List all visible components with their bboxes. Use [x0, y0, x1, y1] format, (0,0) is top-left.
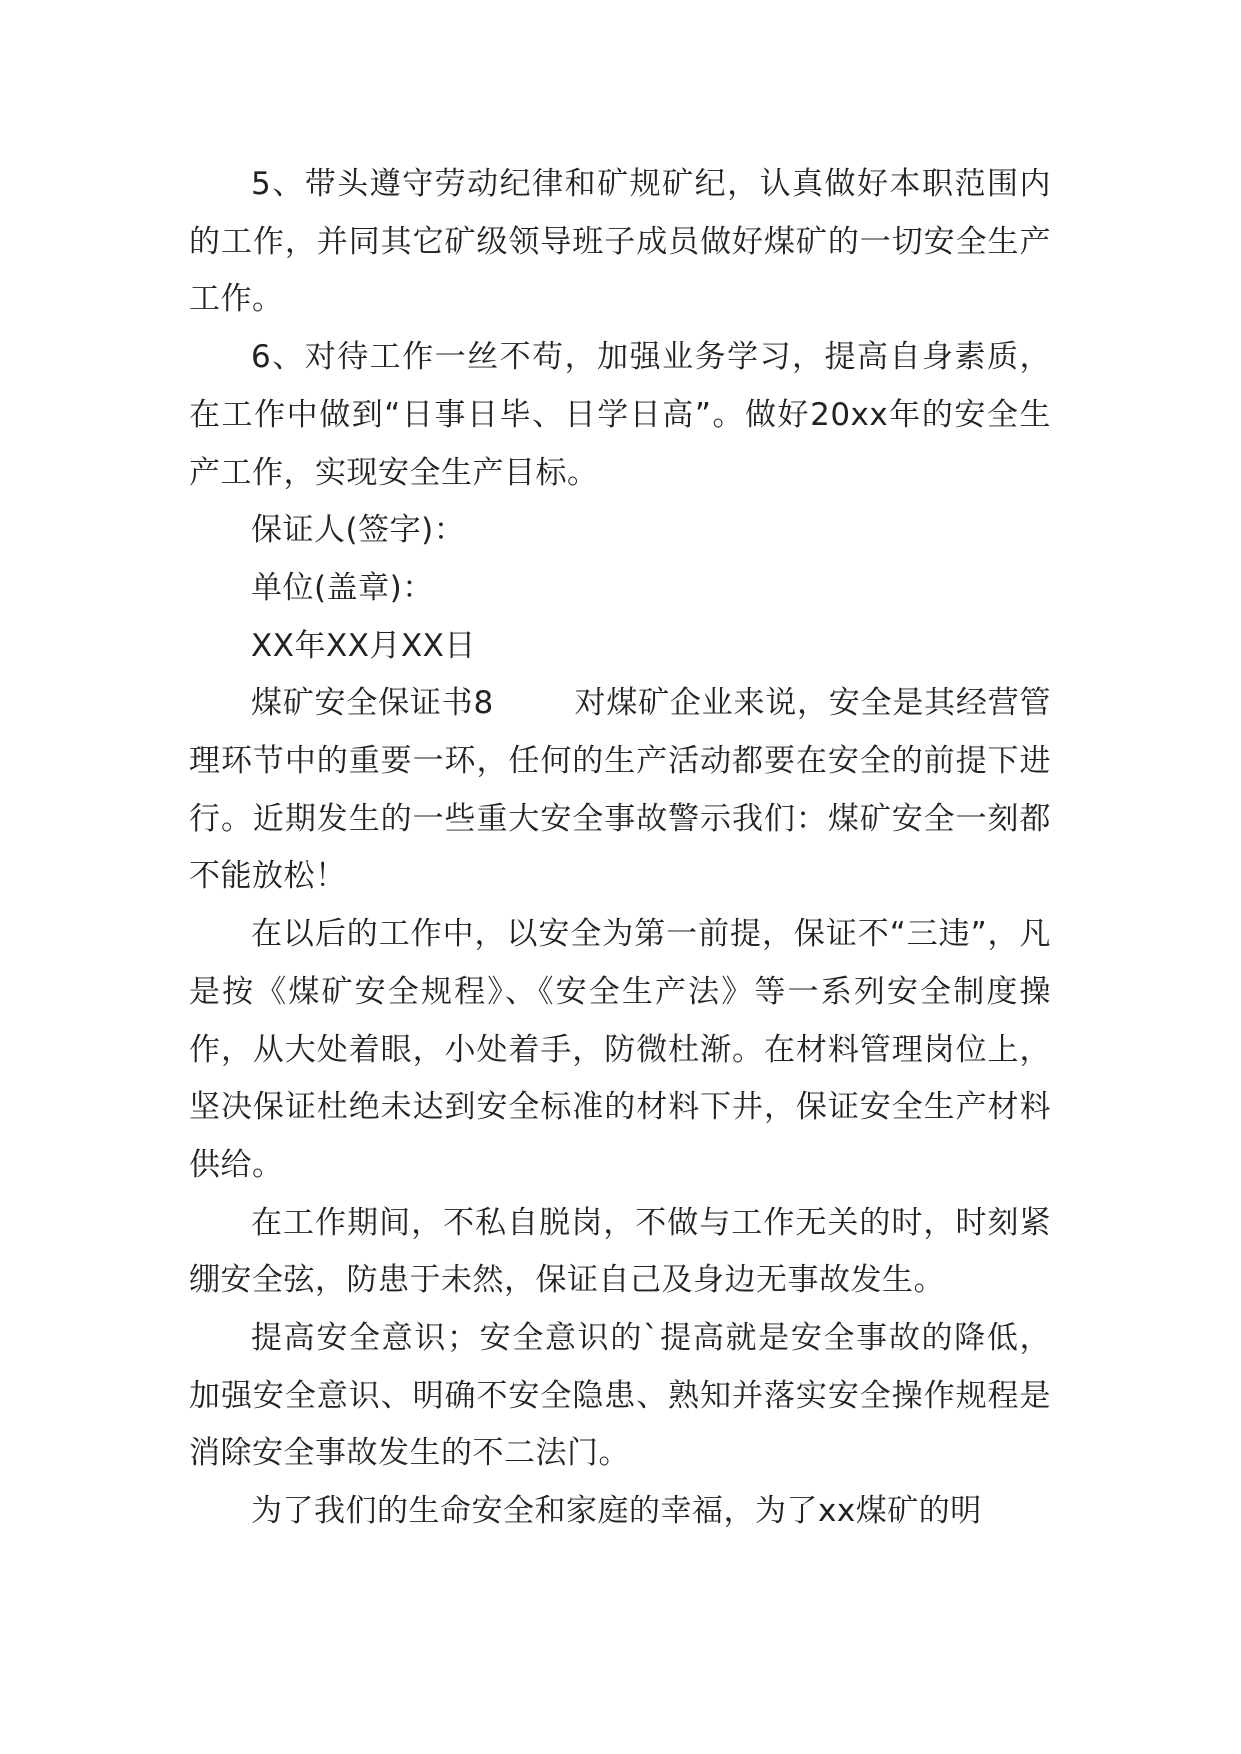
paragraph-item-5: 5、带头遵守劳动纪律和矿规矿纪，认真做好本职范围内的工作，并同其它矿级领导班子成员做好煤矿的一切安全生产工作。	[189, 166, 1051, 318]
body-paragraph-3: 提高安全意识；安全意识的`提高就是安全事故的降低，加强安全意识、明确不安全隐患、熟知并落实安全操作规程是消除安全事故发生的不二法门。	[189, 1320, 1051, 1472]
signature-date: XX年XX月XX日	[251, 627, 476, 664]
signature-unit: 单位(盖章)：	[251, 569, 434, 606]
body-paragraph-1: 在以后的工作中，以安全为第一前提，保证不“三违”，凡是按《煤矿安全规程》、《安全生产法》等一系列安全制度操作，从大处着眼，小处着手，防微杜渐。在材料管理岗位上，坚决保证杜绝未达到安全标准的材料下井，保证安全生产材料供给。	[189, 916, 1051, 1183]
section-paragraph	[189, 675, 1051, 906]
document-body	[189, 156, 1051, 1541]
signature-guarantor: 保证人(签字)：	[251, 512, 466, 549]
paragraph-item-6: 6、对待工作一丝不苟，加强业务学习，提高自身素质，在工作中做到“日事日毕、日学日高”。做好20xx年的安全生产工作，实现安全生产目标。	[189, 339, 1051, 491]
body-paragraph-2: 在工作期间，不私自脱岗，不做与工作无关的时，时刻紧绷安全弦，防患于未然，保证自己及身边无事故发生。	[189, 1204, 1051, 1299]
section-intro: 对煤矿企业来说，安全是其经营管理环节中的重要一环，任何的生产活动都要在安全的前提下进行。近期发生的一些重大安全事故警示我们：煤矿安全一刻都不能放松！	[189, 685, 1051, 895]
body-paragraph-4: 为了我们的生命安全和家庭的幸福，为了xx煤矿的明	[251, 1493, 982, 1530]
section-title: 煤矿安全保证书8	[251, 685, 494, 722]
